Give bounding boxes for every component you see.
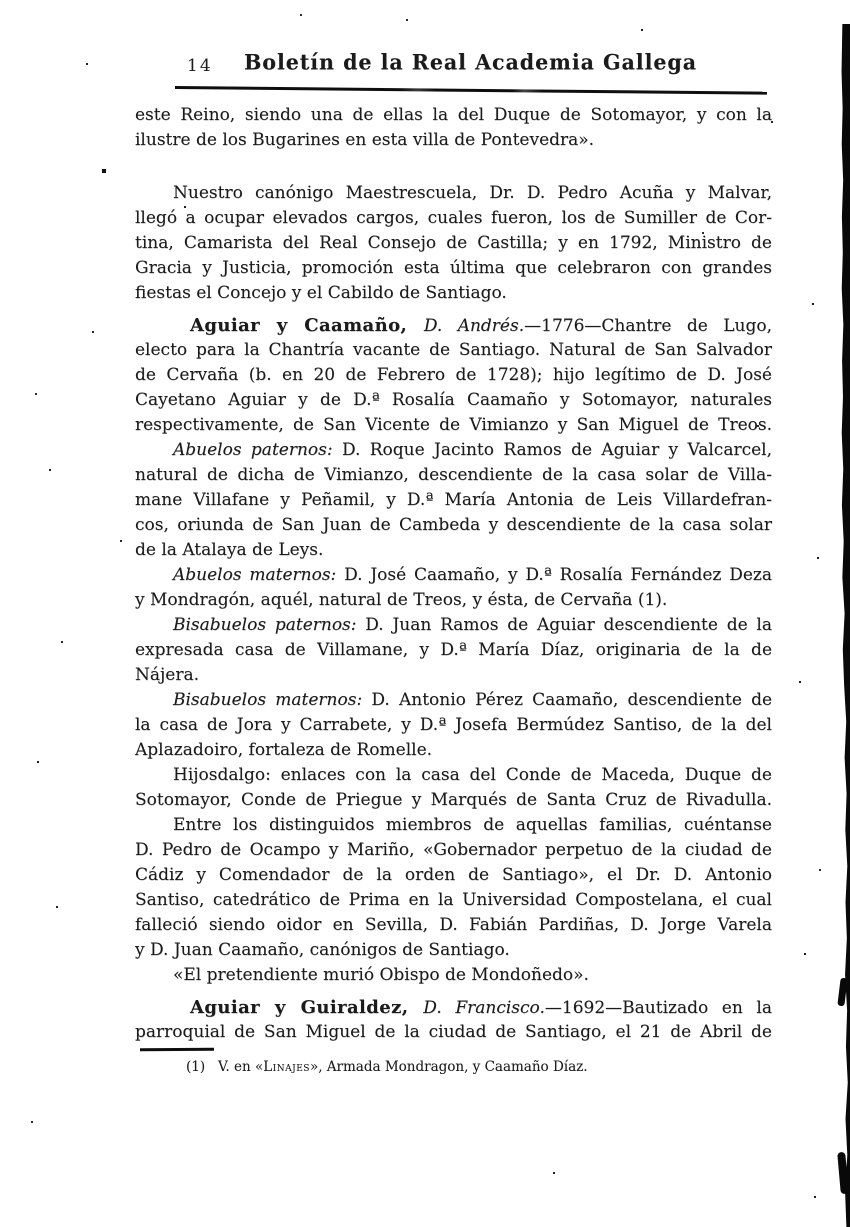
text-line <box>135 128 772 153</box>
page-body <box>135 103 772 1045</box>
text-line <box>135 913 772 938</box>
text-segment: Cádiz y Comendador de la orden de Santiago», el Dr. D. Antonio <box>135 865 772 885</box>
text-segment: », Armada Mondragon, y Caamaño Díaz. <box>309 1059 588 1075</box>
text-line <box>135 938 772 963</box>
text-line <box>135 663 772 688</box>
text-segment: (1) V. en « <box>186 1059 264 1075</box>
text-segment: y D. Juan Caamaño, canónigos de Santiago. <box>135 940 510 960</box>
text-segment: expresada casa de Villamane, y D.ª María Díaz, originaria de la de <box>135 640 772 660</box>
paragraph <box>135 688 772 763</box>
text-line <box>135 763 772 788</box>
paragraph <box>135 563 772 613</box>
text-segment: —1692—Bautizado en la <box>544 998 772 1018</box>
paragraph <box>135 613 772 688</box>
paragraph <box>135 438 772 563</box>
scan-edge-blob <box>837 1152 849 1195</box>
text-line <box>135 713 772 738</box>
text-line <box>135 588 772 613</box>
text-line <box>135 688 772 713</box>
text-line <box>135 488 772 513</box>
text-line <box>135 463 772 488</box>
text-segment: la casa de Jora y Carrabete, y D.ª Josefa Bermúdez Santiso, de la del <box>135 715 772 735</box>
text-segment: Sotomayor, Conde de Priegue y Marqués de Santa Cruz de Rivadulla. <box>135 790 772 810</box>
text-segment: Aguiar y Guiraldez, <box>190 997 424 1018</box>
scan-edge-artifact <box>841 24 850 1227</box>
text-segment: Nájera. <box>135 665 200 685</box>
paragraph <box>135 995 772 1045</box>
text-segment: D. Francisco. <box>423 998 545 1018</box>
text-segment: cos, oriunda de San Juan de Cambeda y descendiente de la casa solar <box>135 515 772 535</box>
text-line <box>135 788 772 813</box>
paragraph <box>135 313 772 438</box>
text-line <box>135 103 772 128</box>
text-segment: Hijosdalgo: enlaces con la casa del Conde de Maceda, Duque de <box>173 765 772 785</box>
text-segment: —1776—Chantre de Lugo, <box>524 316 772 336</box>
text-segment: ilustre de los Bugarines en esta villa de Pontevedra». <box>135 130 595 150</box>
text-line <box>135 1020 772 1045</box>
text-segment: respectivamente, de San Vicente de Vimianzo y San Miguel de Treos. <box>135 415 772 435</box>
text-line <box>135 313 772 338</box>
text-segment: Abuelos paternos: <box>173 440 333 460</box>
text-line <box>135 538 772 563</box>
text-line <box>135 863 772 888</box>
text-segment: mane Villafane y Peñamil, y D.ª María Antonia de Leis Villardefran- <box>135 490 772 510</box>
text-segment: Linajes <box>263 1059 310 1075</box>
text-line <box>135 388 772 413</box>
text-segment: falleció siendo oidor en Sevilla, D. Fabián Pardiñas, D. Jorge Varela <box>135 915 772 935</box>
text-segment: Bisabuelos paternos: <box>173 615 357 635</box>
page-number: 14 <box>187 56 213 76</box>
text-line <box>135 738 772 763</box>
text-segment: este Reino, siendo una de ellas la del Duque de Sotomayor, y con la <box>135 105 772 125</box>
text-line <box>135 613 772 638</box>
text-line <box>135 838 772 863</box>
paragraph <box>135 181 772 306</box>
text-segment: natural de dicha de Vimianzo, descendiente de la casa solar de Villa- <box>135 465 772 485</box>
footnote <box>186 1058 766 1076</box>
scan-noise <box>0 0 2 2</box>
text-segment: Bisabuelos maternos: <box>173 690 363 710</box>
text-segment: de la Atalaya de Leys. <box>135 540 324 560</box>
text-segment: electo para la Chantría vacante de Santiago. Natural de San Salvador <box>135 340 772 360</box>
page-header <box>135 50 772 74</box>
text-segment: D. Juan Ramos de Aguiar descendiente de la <box>356 615 772 635</box>
text-segment: llegó a ocupar elevados cargos, cuales fueron, los de Sumiller de Cor- <box>135 208 772 228</box>
text-line <box>135 181 772 206</box>
text-line <box>135 338 772 363</box>
text-segment: Abuelos maternos: <box>173 565 337 585</box>
text-line <box>135 206 772 231</box>
text-segment: tina, Camarista del Real Consejo de Castilla; y en 1792, Ministro de <box>135 233 772 253</box>
text-segment: «El pretendiente murió Obispo de Mondoñedo». <box>173 965 589 985</box>
text-segment: de Cervaña (b. en 20 de Febrero de 1728); hijo legítimo de D. José <box>135 365 772 385</box>
text-line <box>135 281 772 306</box>
header-rule <box>175 86 767 95</box>
text-segment: D. Antonio Pérez Caamaño, descendiente de <box>362 690 773 710</box>
paragraph <box>135 763 772 813</box>
text-line <box>135 813 772 838</box>
text-line <box>135 963 772 988</box>
text-segment: Entre los distinguidos miembros de aquellas familias, cuéntanse <box>173 815 772 835</box>
text-segment: parroquial de San Miguel de la ciudad de Santiago, el 21 de Abril de <box>135 1022 772 1042</box>
text-line <box>135 888 772 913</box>
paragraph <box>135 103 772 153</box>
text-segment: y Mondragón, aquél, natural de Treos, y ésta, de Cervaña (1). <box>135 590 668 610</box>
text-segment: Aguiar y Caamaño, <box>190 315 424 336</box>
text-line <box>135 256 772 281</box>
text-segment: D. Andrés. <box>423 316 525 336</box>
text-line <box>135 363 772 388</box>
text-segment: D. Pedro de Ocampo y Mariño, «Gobernador perpetuo de la ciudad de <box>135 840 772 860</box>
text-line <box>135 231 772 256</box>
text-line <box>135 995 772 1020</box>
text-line <box>135 563 772 588</box>
footnote-rule <box>140 1048 214 1052</box>
text-segment: Nuestro canónigo Maestrescuela, Dr. D. Pedro Acuña y Malvar, <box>173 183 772 203</box>
text-segment: D. José Caamaño, y D.ª Rosalía Fernández Deza <box>336 565 772 585</box>
text-segment: Aplazadoiro, fortaleza de Romelle. <box>135 740 433 760</box>
text-segment: Cayetano Aguiar y de D.ª Rosalía Caamaño y Sotomayor, naturales <box>135 390 772 410</box>
text-line <box>135 413 772 438</box>
text-line <box>135 513 772 538</box>
text-segment: fiestas el Concejo y el Cabildo de Santiago. <box>135 283 507 303</box>
text-segment: Gracia y Justicia, promoción esta última que celebraron con grandes <box>135 258 772 278</box>
text-line <box>135 438 772 463</box>
journal-title: Boletín de la Real Academia Gallega <box>243 49 698 75</box>
text-segment: Santiso, catedrático de Prima en la Universidad Compostelana, el cual <box>135 890 772 910</box>
paragraph <box>135 813 772 963</box>
text-line <box>135 638 772 663</box>
text-segment: D. Roque Jacinto Ramos de Aguiar y Valcarcel, <box>332 440 773 460</box>
paragraph <box>135 963 772 988</box>
